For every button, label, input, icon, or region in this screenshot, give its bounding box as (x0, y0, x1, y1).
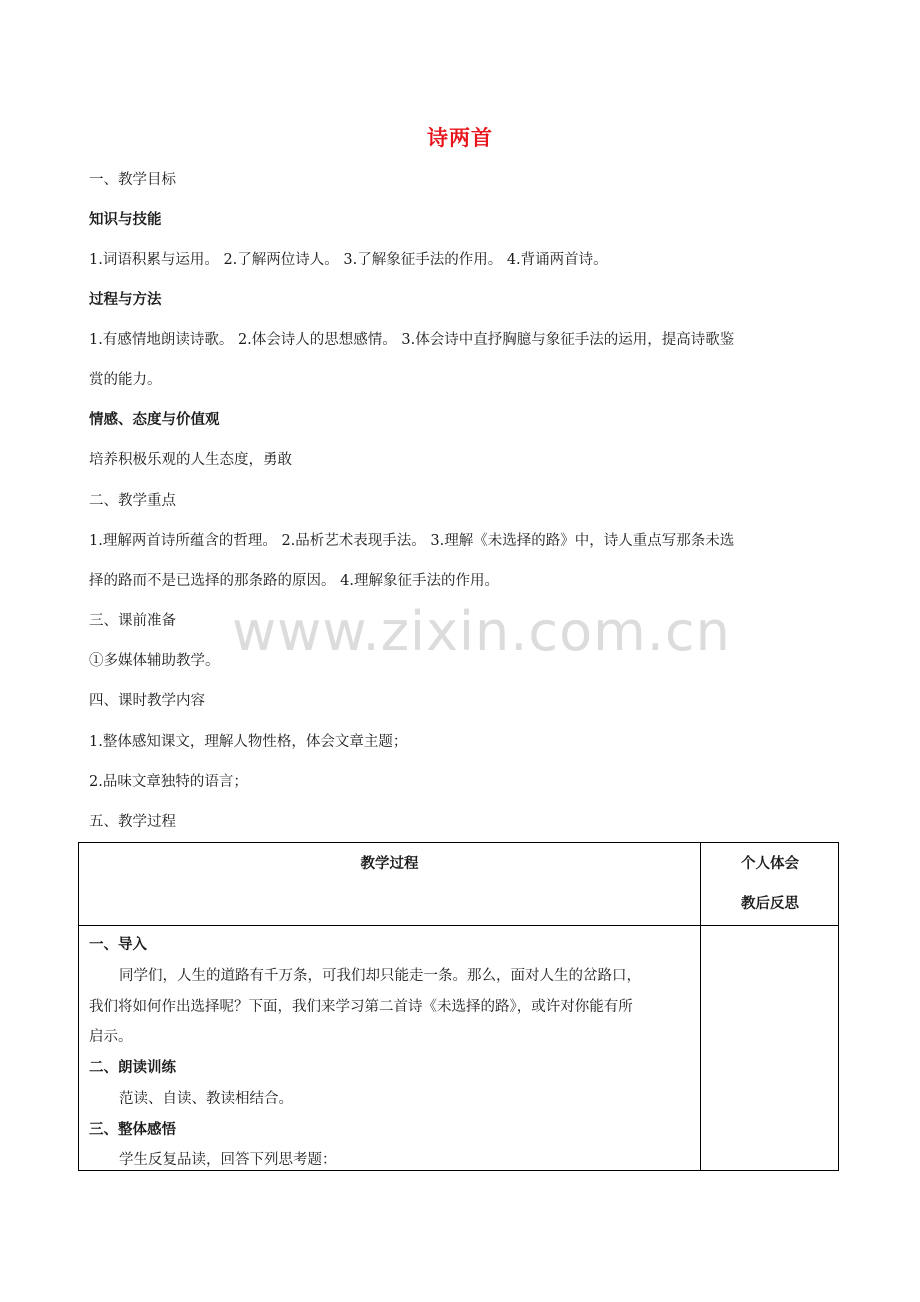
paragraph-preparation: ①多媒体辅助教学。 (89, 653, 220, 669)
paragraph-emotion: 培养积极乐观的人生态度，勇敢 (89, 452, 292, 468)
paragraph-knowledge-items: 1.词语积累与运用。 2.了解两位诗人。 3.了解象征手法的作用。 4.背诵两首诗。 (89, 252, 608, 268)
watermark: www.zixin.com.cn (232, 600, 731, 663)
section-heading-objectives: 一、教学目标 (89, 172, 176, 188)
table-column-divider (700, 843, 701, 1170)
table-section-reading-text: 范读、自读、教读相结合。 (119, 1091, 293, 1107)
paragraph-process-items: 1.有感情地朗读诗歌。 2.体会诗人的思想感情。 3.体会诗中直抒胸臆与象征手法的运用，提高诗歌鉴 (89, 332, 735, 348)
table-header-reflection-2: 教后反思 (741, 896, 799, 912)
paragraph-process-items-cont: 赏的能力。 (89, 372, 162, 388)
paragraph-content-1: 1.整体感知课文，理解人物性格，体会文章主题； (89, 734, 408, 750)
paragraph-key-points-cont: 择的路而不是已选择的那条路的原因。 4.理解象征手法的作用。 (89, 573, 499, 589)
page-title: 诗两首 (427, 126, 493, 150)
subheading-process-method: 过程与方法 (89, 292, 162, 308)
subheading-knowledge-skills: 知识与技能 (89, 212, 162, 228)
table-section-intro-text-3: 启示。 (89, 1029, 133, 1045)
process-table (78, 842, 839, 1171)
table-section-intro-text-2: 我们将如何作出选择呢？下面，我们来学习第二首诗《未选择的路》，或许对你能有所 (89, 999, 633, 1015)
section-heading-process: 五、教学过程 (89, 814, 176, 830)
section-heading-preparation: 三、课前准备 (89, 613, 176, 629)
subheading-emotion-values: 情感、态度与价值观 (89, 412, 220, 428)
table-header-reflection-1: 个人体会 (741, 856, 799, 872)
table-section-perception-title: 三、整体感悟 (89, 1122, 176, 1138)
table-header-process: 教学过程 (360, 856, 419, 872)
table-section-perception-text: 学生反复品读，回答下列思考题： (119, 1152, 337, 1168)
paragraph-key-points: 1.理解两首诗所蕴含的哲理。 2.品析艺术表现手法。 3.理解《未选择的路》中，诗人重点写那条未选 (89, 533, 735, 549)
section-heading-content: 四、课时教学内容 (89, 693, 205, 709)
table-section-intro-text-1: 同学们，人生的道路有千万条，可我们却只能走一条。那么，面对人生的岔路口， (119, 968, 641, 984)
table-header-divider (79, 925, 838, 926)
section-heading-key-points: 二、教学重点 (89, 493, 176, 509)
paragraph-content-2: 2.品味文章独特的语言； (89, 774, 248, 790)
table-section-reading-title: 二、朗读训练 (89, 1060, 176, 1076)
table-section-intro-title: 一、导入 (89, 937, 147, 953)
